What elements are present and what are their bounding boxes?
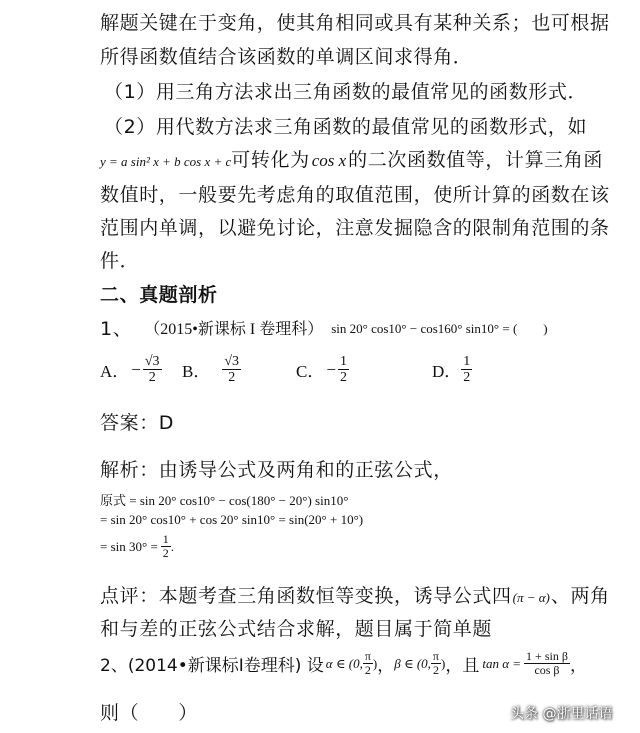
fraction-numerator: π [432, 649, 439, 663]
question-source: （2015•新课标 I 卷理科） [144, 321, 324, 338]
question-2-header [100, 650, 587, 677]
option-fraction [222, 354, 241, 386]
analysis-text: 解析：由诱导公式及两角和的正弦公式， [100, 459, 453, 481]
fraction-numerator: 1 [339, 354, 347, 369]
tan-expression: tan α = [482, 655, 522, 671]
math-inline: (π − α) [512, 590, 550, 605]
list-item-2: （2）用代数方法求三角函数的最值常见的函数形式，如 [104, 116, 588, 138]
option-fraction [461, 354, 472, 386]
question-number: 1、 [100, 318, 133, 340]
comment-line-2: 和与差的正弦公式结合求解，题目属于简单题 [100, 618, 493, 640]
fraction-numerator: √3 [144, 354, 160, 369]
text-span: 的二次函数值等，计算三角函 [348, 149, 603, 171]
fraction-numerator: 1 + sin β [526, 649, 568, 663]
paragraph-line: 件． [100, 250, 140, 272]
option-fraction [143, 354, 162, 386]
option-c [296, 354, 349, 386]
fraction-denominator: 2 [339, 370, 347, 386]
option-fraction [338, 354, 349, 386]
option-label: C． [296, 362, 325, 382]
list-item-1: （1）用三角方法求出三角函数的最值常见的函数形式． [104, 81, 588, 103]
tan-fraction [524, 650, 570, 677]
fraction-denominator: 2 [162, 546, 169, 561]
formula-line [100, 145, 603, 172]
math-formula: y = a sin² x + b cos x + c [100, 154, 232, 169]
separator: ， [377, 656, 395, 677]
fraction-denominator: 2 [432, 663, 439, 678]
paragraph-line: 数值时，一般要先考虑角的取值范围，使所计算的函数在该 [100, 184, 610, 206]
paragraph-line: 所得函数值结合该函数的单调区间求得角． [100, 46, 473, 68]
derivation-line-2: = sin 20° cos10° + cos 20° sin10° = sin(20° + 10°) [100, 512, 364, 527]
derivation-line-1: 原式 = sin 20° cos10° − cos(180° − 20°) sin10° [100, 493, 349, 508]
comment-text: 、两角 [550, 585, 610, 607]
comment-line-1 [100, 581, 610, 608]
question-1-header [100, 314, 548, 341]
comment-text: 点评：本题考查三角函数恒等变换，诱导公式四 [100, 585, 512, 607]
alpha-fraction [363, 650, 373, 677]
fraction-denominator: 2 [228, 370, 236, 386]
fraction-numerator: π [364, 649, 371, 663]
text-span: 可转化为 [231, 149, 310, 171]
math-cosx: cos x [311, 151, 347, 170]
option-label: A． [100, 362, 130, 382]
derivation-fraction [161, 533, 171, 560]
fraction-denominator: 2 [364, 663, 371, 678]
fraction-numerator: √3 [224, 354, 240, 369]
beta-range-post: ) [440, 655, 446, 671]
fraction-numerator: 1 [463, 354, 471, 369]
fraction-denominator: 2 [148, 370, 156, 386]
beta-range-pre: β ∈ (0, [394, 655, 431, 671]
derivation-line-3 [100, 533, 174, 560]
answer-text: 答案：D [100, 412, 175, 434]
option-sign: − [131, 359, 141, 379]
option-label: D． [432, 362, 462, 382]
alpha-range-post: ) [372, 655, 378, 671]
option-label: B． [182, 362, 211, 382]
section-heading: 二、真题剖析 [100, 284, 218, 306]
option-b [182, 354, 241, 386]
paragraph-line: 范围内单调，以避免讨论，注意发掘隐含的限制角范围的条 [100, 217, 610, 239]
fraction-numerator: 1 [162, 532, 169, 546]
question-2-choices: 则（ ） [100, 702, 199, 724]
option-d [432, 354, 472, 386]
alpha-range-pre: α ∈ (0, [325, 655, 363, 671]
option-sign: − [326, 359, 336, 379]
trailing-comma: ， [569, 656, 587, 677]
option-a [100, 354, 162, 386]
fraction-denominator: cos β [534, 663, 560, 678]
beta-fraction [431, 650, 441, 677]
condition-text: ，且 [445, 656, 480, 677]
question-expression: sin 20° cos10° − cos160° sin10° = ( ) [331, 321, 548, 336]
derivation-prefix: = sin 30° = [100, 538, 158, 554]
fraction-denominator: 2 [463, 370, 471, 386]
watermark: 头条 @浙里话语 [510, 706, 613, 722]
paragraph-line: 解题关键在于变角，使其角相同或具有某种关系；也可根据 [100, 12, 610, 34]
derivation-suffix: . [170, 538, 175, 554]
question-2-prefix: 2、(2014•新课标Ⅰ卷理科) 设 [100, 656, 324, 677]
